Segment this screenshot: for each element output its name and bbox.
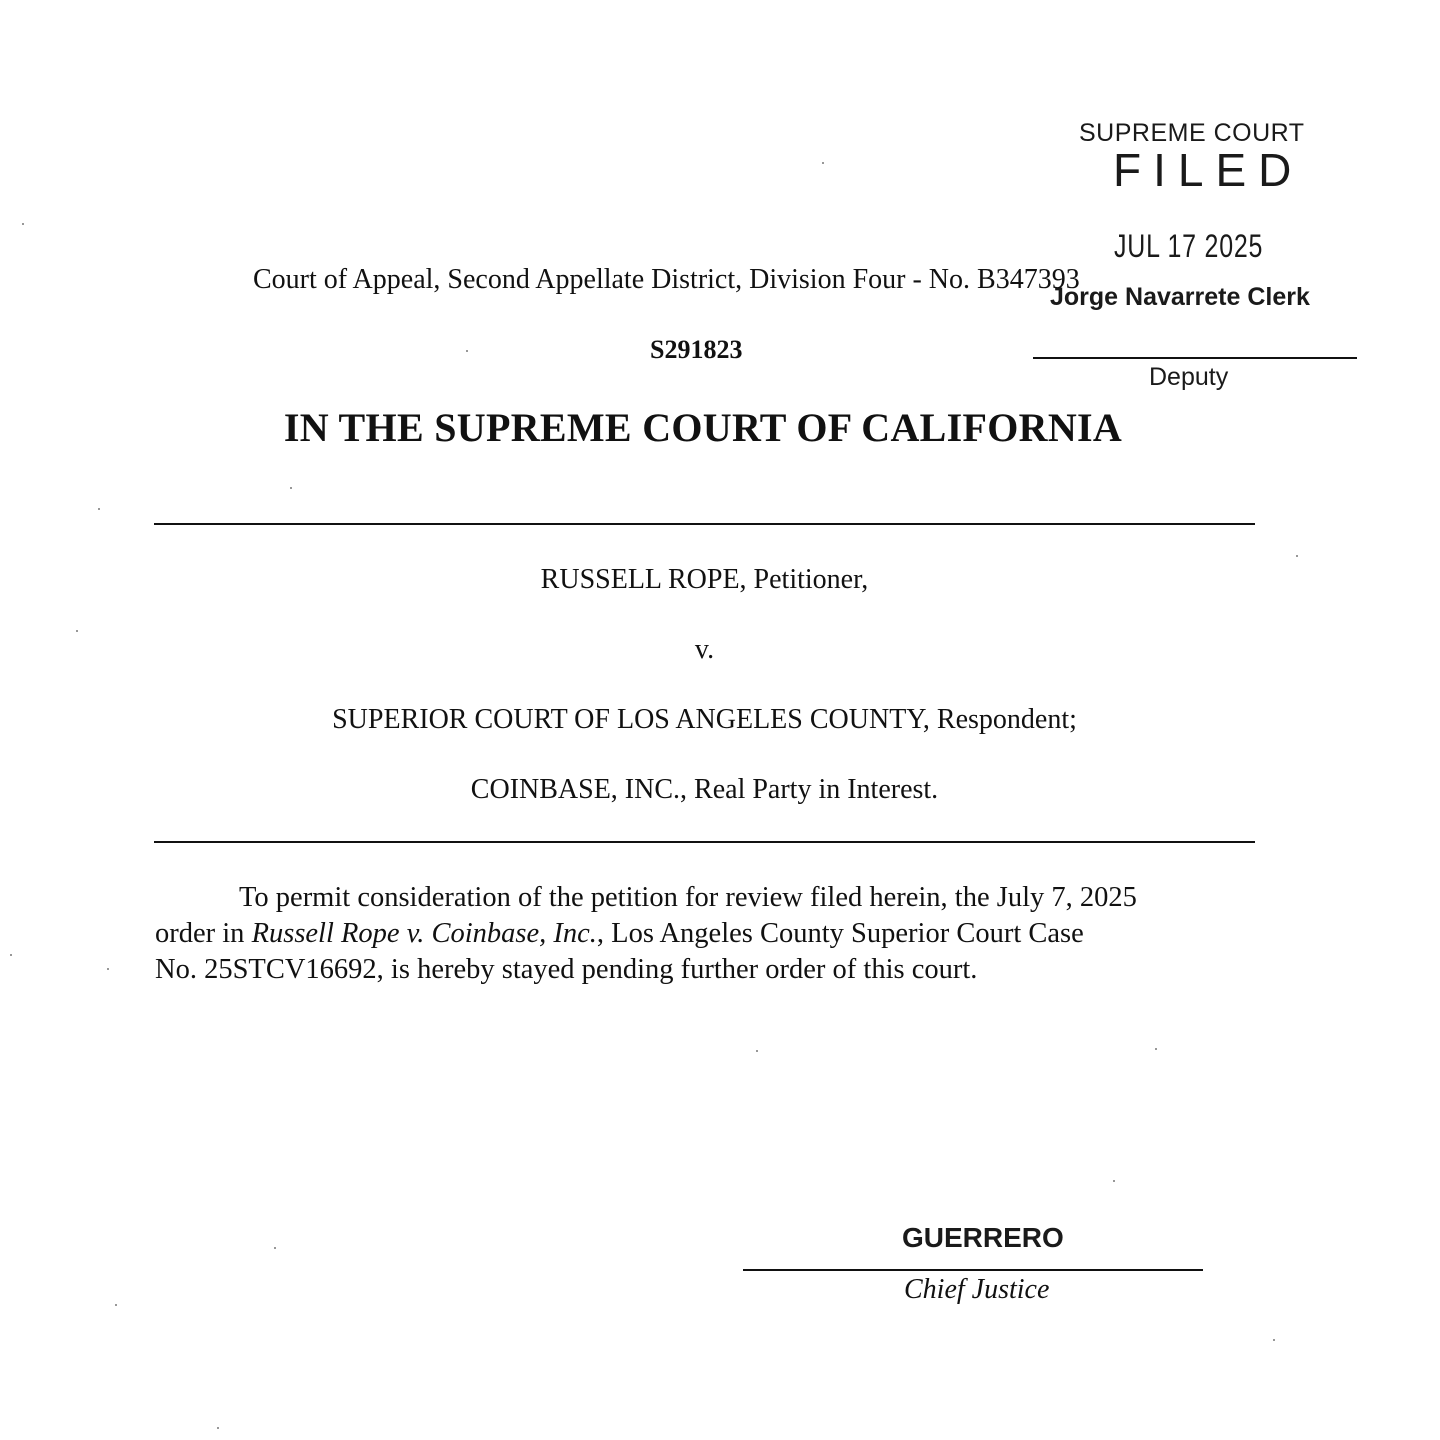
- scan-speck: [1155, 1048, 1157, 1050]
- scan-speck: [115, 1304, 117, 1306]
- order-line-2: [155, 916, 1235, 952]
- versus-line: v.: [694, 634, 715, 665]
- scan-speck: [76, 630, 78, 632]
- scan-speck: [756, 1050, 758, 1052]
- signature-line: [743, 1269, 1203, 1271]
- scan-speck: [290, 487, 292, 489]
- caption-top-rule: [154, 523, 1255, 525]
- scan-speck: [217, 1427, 219, 1429]
- scan-speck: [822, 162, 824, 164]
- scan-speck: [1113, 1180, 1115, 1182]
- stamp-deputy-label: Deputy: [1149, 363, 1229, 391]
- caption-bottom-rule: [154, 841, 1255, 843]
- scan-speck: [1296, 555, 1298, 557]
- order-line-2-prefix: order in: [155, 918, 252, 949]
- court-title: IN THE SUPREME COURT OF CALIFORNIA: [283, 405, 1123, 450]
- scan-speck: [22, 223, 24, 225]
- real-party-line: COINBASE, INC., Real Party in Interest.: [470, 774, 939, 805]
- petitioner-line: RUSSELL ROPE, Petitioner,: [540, 564, 869, 595]
- respondent-line: SUPERIOR COURT OF LOS ANGELES COUNTY, Respondent;: [332, 704, 1077, 735]
- scan-speck: [466, 350, 468, 352]
- stamp-filed-date: JUL 17 2025: [1114, 228, 1264, 264]
- scan-speck: [107, 968, 109, 970]
- order-case-name: Russell Rope v. Coinbase, Inc.: [251, 918, 597, 949]
- signer-title: Chief Justice: [904, 1274, 1050, 1305]
- order-line-2-suffix: , Los Angeles County Superior Court Case: [596, 918, 1084, 949]
- signer-name: GUERRERO: [902, 1222, 1064, 1253]
- stamp-deputy-line: [1033, 357, 1357, 359]
- scan-speck: [98, 508, 100, 510]
- case-number: S291823: [650, 335, 743, 364]
- stamp-clerk-name: Jorge Navarrete Clerk: [1050, 283, 1310, 311]
- order-paragraph: [155, 880, 1235, 988]
- scan-speck: [1273, 1339, 1275, 1341]
- scan-speck: [274, 1247, 276, 1249]
- stamp-court-label: SUPREME COURT: [1079, 119, 1305, 147]
- scan-speck: [10, 954, 12, 956]
- appeal-line: Court of Appeal, Second Appellate District, Division Four - No. B347393: [253, 264, 1080, 295]
- stamp-filed-label: FILED: [1113, 144, 1304, 196]
- order-line-3: No. 25STCV16692, is hereby stayed pending further order of this court.: [155, 954, 978, 985]
- order-line-1: To permit consideration of the petition for review filed herein, the July 7, 2025: [239, 882, 1137, 913]
